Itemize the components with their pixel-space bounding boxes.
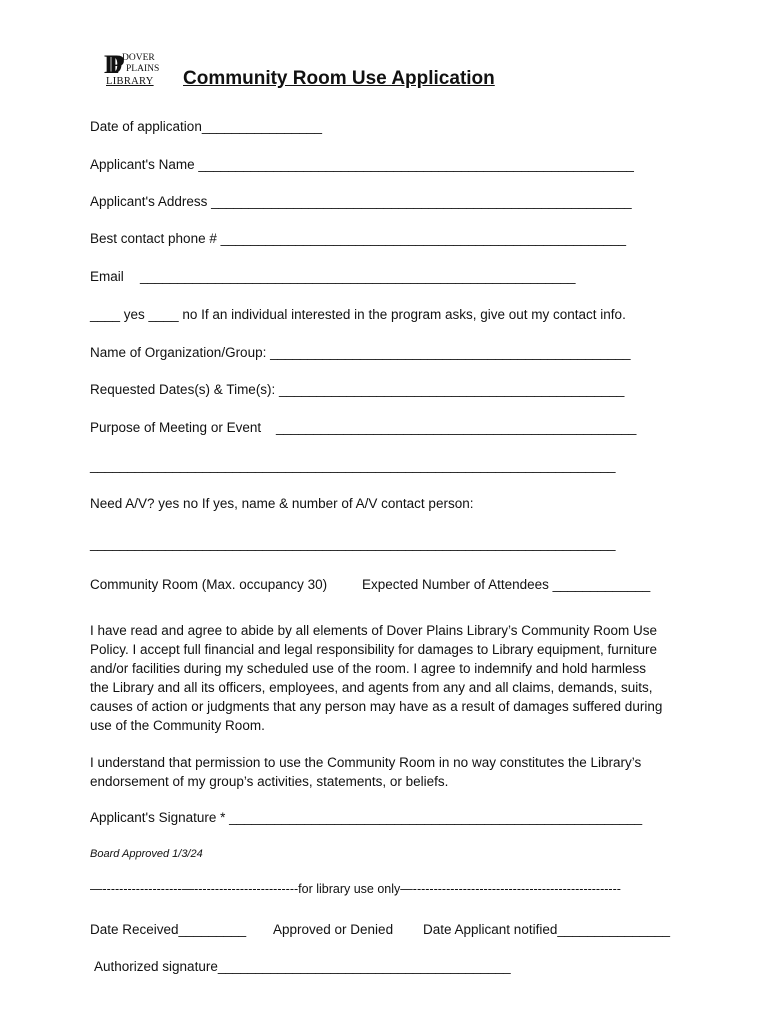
agreement-line: and/or facilities during my scheduled use of the room. I agree to indemnify and hold harmless [90, 661, 647, 676]
signature-field[interactable]: Applicant's Signature * _______________________________________________________ [90, 810, 643, 825]
av-question: Need A/V? yes no If yes, name & number of A/V contact person: [90, 496, 474, 511]
agreement-line: the Library and all its officers, employees, and agents from any and all claims, demands, suits, [90, 680, 653, 695]
email-field[interactable]: __________________________________________________________ [140, 269, 576, 284]
phone-field[interactable]: Best contact phone # ______________________________________________________ [90, 231, 627, 246]
endorsement-paragraph [90, 753, 690, 791]
library-logo [104, 52, 164, 88]
page-title: Community Room Use Application [183, 68, 495, 89]
logo-text-library: LIBRARY [106, 76, 154, 87]
agreement-line: I have read and agree to abide by all elements of Dover Plains Library’s Community Room Use [90, 623, 658, 638]
logo-monogram: DP [104, 50, 111, 79]
organization-field[interactable]: Name of Organization/Group: ________________________________________________ [90, 345, 631, 360]
logo-text-dover: DOVER [122, 53, 155, 63]
contact-consent-field[interactable]: ____ yes ____ no If an individual interested in the program asks, give out my contact info. [90, 307, 626, 322]
agreement-line: use of the Community Room. [90, 718, 265, 733]
agreement-paragraph [90, 621, 690, 735]
board-approved-note: Board Approved 1/3/24 [90, 848, 203, 860]
date-received-field[interactable]: Date Received_________ [90, 922, 247, 937]
purpose-label: Purpose of Meeting or Event [90, 420, 262, 435]
agreement-line: causes of action or judgments that any person may have as a result of damages suffered during [90, 699, 663, 714]
authorized-signature-field[interactable]: Authorized signature_______________________________________ [94, 959, 511, 974]
email-label: Email [90, 269, 124, 284]
logo-text-plains: PLAINS [126, 64, 160, 74]
date-notified-field[interactable]: Date Applicant notified_______________ [423, 922, 670, 937]
attendees-field[interactable]: Expected Number of Attendees _____________ [362, 577, 651, 592]
applicant-name-field[interactable]: Applicant's Name __________________________________________________________ [90, 157, 634, 172]
agreement-line: Policy. I accept full financial and legal responsibility for damages to Library equipment, furniture [90, 642, 658, 657]
endorsement-line: endorsement of my group’s activities, statements, or beliefs. [90, 774, 449, 789]
requested-dates-field[interactable]: Requested Dates(s) & Time(s): ______________________________________________ [90, 382, 625, 397]
applicant-address-field[interactable]: Applicant's Address ________________________________________________________ [90, 194, 632, 209]
library-use-divider: —-------------------—-------------------------for library use only—-------------------------------------------------- [90, 882, 621, 896]
date-of-application-field[interactable]: Date of application________________ [90, 119, 322, 134]
endorsement-line: I understand that permission to use the Community Room in no way constitutes the Library’s [90, 755, 642, 770]
approved-denied-field[interactable]: Approved or Denied [273, 922, 394, 937]
purpose-field[interactable]: ________________________________________________ [276, 420, 637, 435]
av-contact-field[interactable]: ______________________________________________________________________ [90, 536, 616, 551]
room-capacity-label: Community Room (Max. occupancy 30) [90, 577, 328, 592]
purpose-continuation-field[interactable]: ______________________________________________________________________ [90, 458, 616, 473]
